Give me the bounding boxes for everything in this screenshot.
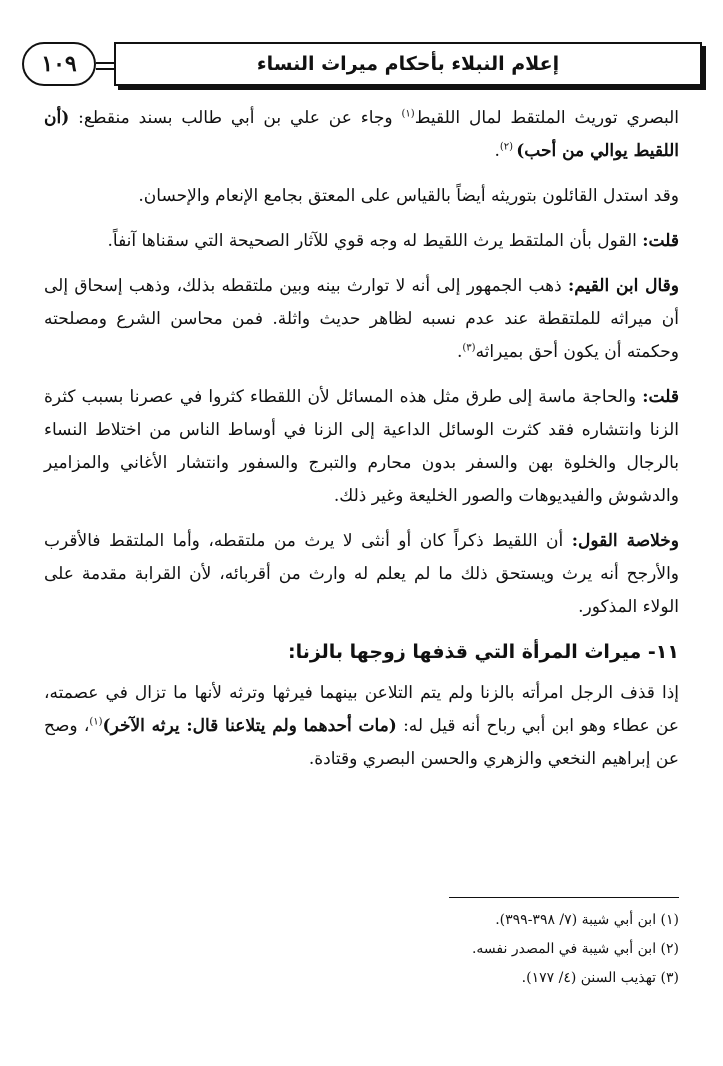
page-header [22,42,702,92]
paragraph-text: البصري توريث الملتقط لمال اللقيط [414,108,680,128]
footnote: (٣) تهذيب السنن (٤/ ١٧٧). [521,970,679,986]
footnote-ref: (١) [401,108,415,120]
footnote: (١) ابن أبي شيبة (٧/ ٣٩٨-٣٩٩). [495,912,679,928]
section-heading: ١١- ميراث المرأة التي قذفها زوجها بالزنا: [287,641,679,663]
footnote: (٢) ابن أبي شيبة في المصدر نفسه. [471,941,679,957]
paragraph-2 [44,180,679,213]
page-body [44,102,679,788]
paragraph-4 [44,270,679,369]
paragraph-text: إذا قذف الرجل امرأته بالزنا ولم يتم التلاعن بينهما فيرثها وترثه لأنها ما تزال في عصمته، عن عطاء وهو ابن أبي رباح أنه قيل له: [44,683,680,736]
paragraph-5 [44,381,679,513]
paragraph-text: والحاجة ماسة إلى طرق مثل هذه المسائل لأن اللقطاء كثروا في عصرنا بسبب كثرة الزنا وانتشاره فقد كثرت الوسائل الداعية إلى الزنا في أوساط الناس من اختلاط النساء بالرجال والخلوة بهن والسفر بدون محارم والتبرج والسفور وانتشار الأغاني والمزامير والدشوش والفيديوهات والصور الخليعة وغير ذلك. [44,387,679,506]
paragraph-text: أن اللقيط ذكراً كان أو أنثى لا يرث من ملتقطه، وأما الملتقط فالأقرب والأرجح أنه يرث ويستحق ذلك ما لم يعلم له وارث من أقربائه، لأن القرابة مقدمة على الولاء المذكور. [44,531,679,617]
paragraph-text: . [494,141,500,161]
footnote-ref: (٣) [462,342,476,354]
paragraph-label: وخلاصة القول: [571,531,679,551]
paragraph-6 [44,525,679,624]
paragraph-1 [44,102,679,168]
paragraph-label: وقال ابن القيم: [567,276,679,296]
paragraph-text: ، وصح عن إبراهيم النخعي والزهري والحسن البصري وقتادة. [44,716,679,769]
page-number: ١٠٩ [22,42,96,86]
paragraph-text: وقد استدل القائلون بتوريثه أيضاً بالقياس على المعتق بجامع الإنعام والإحسان. [138,186,679,206]
paragraph-text: . [456,342,463,362]
paragraph-7 [44,677,679,776]
paragraph-text: وجاء عن علي بن أبي طالب بسند منقطع: [69,108,402,128]
paragraph-3 [44,225,679,258]
header-connector-rule [96,68,114,70]
footnote-ref: (٢) [499,141,517,153]
paragraph-text: ذهب الجمهور إلى أنه لا توارث بينه وبين ملتقطه بذلك، وذهب إسحاق إلى أن ميراثه للملتقطة عند عدم نسبه لظاهر حديث واثلة. فمن محاسن الشرع ومصلحته وحكمته أن يكون أحق بميراثه [44,276,679,362]
footnote-divider [449,897,679,898]
paragraph-label: قلت: [642,231,679,251]
footnotes [44,906,679,993]
running-title: إعلام النبلاء بأحكام ميراث النساء [114,42,702,86]
quote-bold: (مات أحدهما ولم يتلاعنا قال: يرثه الآخر) [102,716,397,736]
footnote-ref: (١) [89,716,103,728]
quote-bold: (أن اللقيط يوالي من أحب) [44,108,679,161]
paragraph-text: القول بأن الملتقط يرث اللقيط له وجه قوي للآثار الصحيحة التي سقناها آنفاً. [107,231,643,251]
paragraph-label: قلت: [642,387,679,407]
header-connector-rule [96,62,114,64]
